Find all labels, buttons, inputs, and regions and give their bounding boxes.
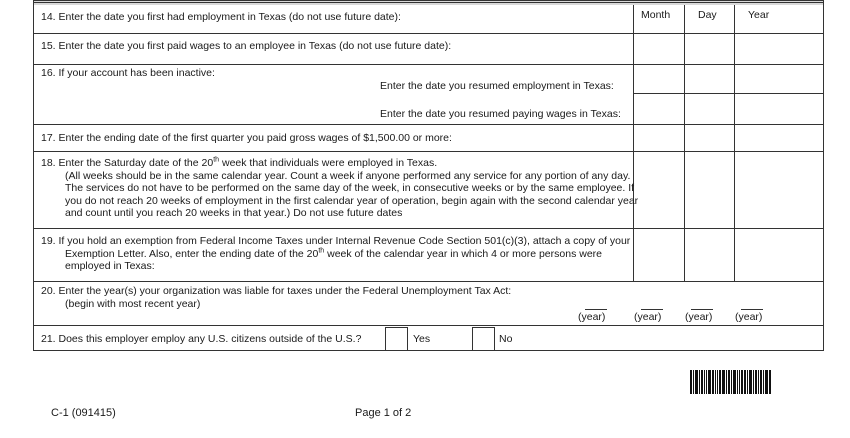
q18-line-2: (All weeks should be in the same calendar year. Count a week if anyone performed any service for any portion of any day. bbox=[65, 169, 631, 182]
year-label-4: (year) bbox=[735, 311, 763, 323]
barcode-image bbox=[690, 370, 772, 394]
yes-checkbox[interactable] bbox=[385, 327, 408, 351]
question-21: 21. Does this employer employ any U.S. citizens outside of the U.S.? bbox=[41, 333, 362, 345]
question-20: 20. Enter the year(s) your organization was liable for taxes under the Federal Unemployment Tax Act: bbox=[41, 285, 512, 297]
q16-resumed-wages-label: Enter the date you resumed paying wages in Texas: bbox=[380, 108, 621, 120]
q19-line-3: employed in Texas: bbox=[65, 260, 155, 273]
column-divider bbox=[684, 5, 685, 281]
question-14: 14. Enter the date you first had employment in Texas (do not use future date): bbox=[41, 11, 401, 23]
q18-line-3: The services do not have to be performed on the same day of the week, in consecutive weeks or by the same employee. If bbox=[65, 182, 635, 195]
column-divider bbox=[633, 5, 634, 281]
year-input-3[interactable] bbox=[691, 309, 713, 310]
row-divider bbox=[633, 93, 824, 94]
column-divider bbox=[734, 5, 735, 281]
row-divider bbox=[33, 151, 824, 152]
row-divider bbox=[33, 228, 824, 229]
row-divider bbox=[33, 124, 824, 125]
no-label: No bbox=[499, 333, 513, 345]
question-15: 15. Enter the date you first paid wages to an employee in Texas (do not use future date): bbox=[41, 40, 452, 52]
column-header-month: Month bbox=[641, 9, 671, 21]
row-divider bbox=[33, 325, 824, 326]
q19-line-2: Exemption Letter. Also, enter the ending date of the 20th week of the calendar year in which 4 or more persons were bbox=[65, 247, 602, 260]
year-label-2: (year) bbox=[634, 311, 662, 323]
q18-line-1: 18. Enter the Saturday date of the 20th week that individuals were employed in Texas. bbox=[41, 156, 438, 169]
row-divider bbox=[33, 33, 824, 34]
yes-label: Yes bbox=[413, 333, 431, 345]
year-input-2[interactable] bbox=[641, 309, 663, 310]
row-divider bbox=[33, 281, 824, 282]
q20-subtext: (begin with most recent year) bbox=[65, 298, 201, 310]
year-label-3: (year) bbox=[685, 311, 713, 323]
q18-line-5: and count until you reach 20 weeks in that year.) Do not use future dates bbox=[65, 207, 403, 220]
year-input-1[interactable] bbox=[585, 309, 607, 310]
question-17: 17. Enter the ending date of the first quarter you paid gross wages of $1,500.00 or more: bbox=[41, 132, 452, 144]
question-18 bbox=[41, 157, 638, 220]
form-id: C-1 (091415) bbox=[51, 407, 116, 419]
column-header-year: Year bbox=[748, 9, 770, 21]
year-input-4[interactable] bbox=[741, 309, 763, 310]
question-19 bbox=[41, 235, 630, 273]
no-checkbox[interactable] bbox=[472, 327, 495, 351]
question-16: 16. If your account has been inactive: bbox=[41, 67, 215, 79]
column-header-day: Day bbox=[698, 9, 717, 21]
q19-line-1: 19. If you hold an exemption from Federal Income Taxes under Internal Revenue Code Section 501(c)(3), attach a copy of your bbox=[41, 235, 631, 247]
q18-line-4: you do not reach 20 weeks of employment in the first calendar year of operation, begin again with the second calendar year bbox=[65, 194, 639, 207]
q16-resumed-employment-label: Enter the date you resumed employment in Texas: bbox=[380, 80, 614, 92]
row-divider bbox=[33, 64, 824, 65]
page-number: Page 1 of 2 bbox=[355, 407, 412, 419]
year-label-1: (year) bbox=[578, 311, 606, 323]
